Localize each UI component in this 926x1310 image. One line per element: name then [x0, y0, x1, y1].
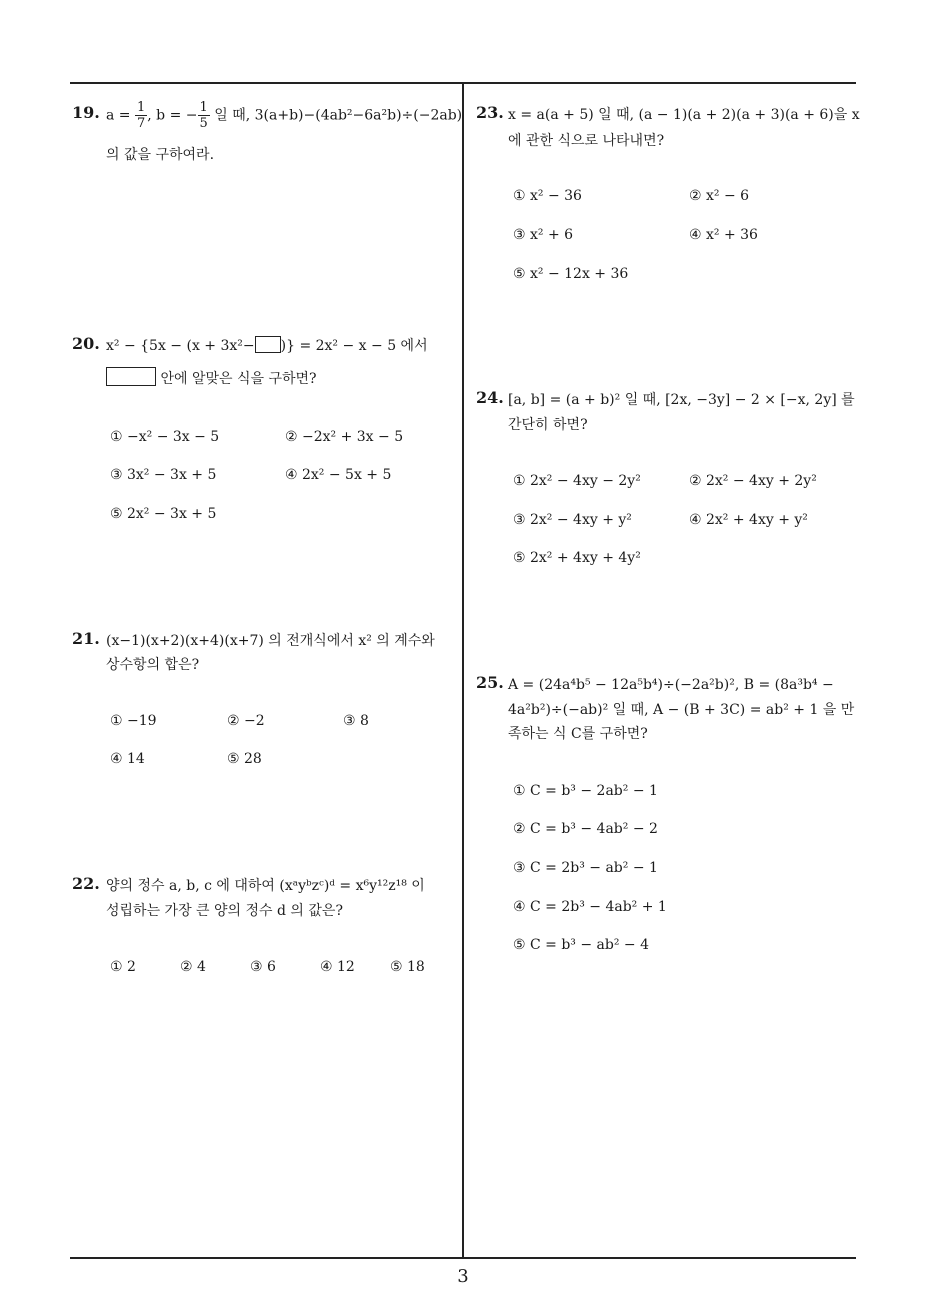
choice-1[interactable]: ① −x² − 3x − 5	[110, 429, 220, 445]
choice-1[interactable]: ① −19	[110, 713, 157, 729]
choice-3[interactable]: ③ C = 2b³ − ab² − 1	[513, 860, 658, 876]
page-number: 3	[457, 1266, 469, 1287]
choice-4[interactable]: ④ 2x² − 5x + 5	[285, 467, 392, 483]
question-text-line2: 에 관한 식으로 나타내면?	[508, 133, 665, 149]
choice-5[interactable]: ⑤ 2x² + 4xy + 4y²	[513, 550, 641, 566]
choice-4[interactable]: ④ 12	[320, 959, 355, 975]
question-number: 19.	[72, 103, 100, 122]
question-text-line1: 양의 정수 a, b, c 에 대하여 (xᵃyᵇzᶜ)ᵈ = x⁶y¹²z¹⁸ 이	[106, 878, 425, 894]
choice-3[interactable]: ③ 3x² − 3x + 5	[110, 467, 217, 483]
choice-5[interactable]: ⑤ x² − 12x + 36	[513, 266, 629, 282]
question-text-line1: A = (24a⁴b⁵ − 12a⁵b⁴)÷(−2a²b)², B = (8a³b⁴ −	[508, 677, 834, 693]
bottom-rule	[70, 1257, 856, 1259]
choice-1[interactable]: ① C = b³ − 2ab² − 1	[513, 783, 658, 799]
answer-blank-box	[255, 336, 281, 353]
question-text-line1: (x−1)(x+2)(x+4)(x+7) 의 전개식에서 x² 의 계수와	[106, 633, 435, 649]
question-text-line2: 성립하는 가장 큰 양의 정수 d 의 값은?	[106, 903, 343, 919]
choice-5[interactable]: ⑤ 28	[227, 751, 262, 767]
choice-4[interactable]: ④ 14	[110, 751, 145, 767]
choice-2[interactable]: ② C = b³ − 4ab² − 2	[513, 821, 658, 837]
question-text-line2: 의 값을 구하여라.	[106, 147, 215, 163]
choice-3[interactable]: ③ 6	[250, 959, 276, 975]
choice-5[interactable]: ⑤ 2x² − 3x + 5	[110, 506, 217, 522]
choice-1[interactable]: ① 2x² − 4xy − 2y²	[513, 473, 641, 489]
question-text-line2: 상수항의 합은?	[106, 657, 200, 673]
choice-5[interactable]: ⑤ 18	[390, 959, 425, 975]
answer-blank-box	[106, 367, 156, 386]
choice-1[interactable]: ① x² − 36	[513, 188, 582, 204]
question-number: 22.	[72, 874, 100, 893]
choice-3[interactable]: ③ x² + 6	[513, 227, 574, 243]
column-divider	[462, 82, 464, 1258]
fraction-b: $\frac{1}{5}$	[199, 100, 208, 131]
choice-2[interactable]: ② 4	[180, 959, 206, 975]
choice-4[interactable]: ④ x² + 36	[689, 227, 758, 243]
question-text-line1: [a, b] = (a + b)² 일 때, [2x, −3y] − 2 × [−x, 2y] 를	[508, 392, 855, 408]
choice-2[interactable]: ② 2x² − 4xy + 2y²	[689, 473, 817, 489]
question-number: 24.	[476, 388, 504, 407]
fraction-a: $\frac{1}{7}$	[136, 100, 146, 131]
question-text-line3: 족하는 식 C를 구하면?	[508, 726, 648, 742]
choice-5[interactable]: ⑤ C = b³ − ab² − 4	[513, 937, 650, 953]
question-number: 25.	[476, 673, 504, 692]
question-text-line1: x² − {5x − (x + 3x²− )} = 2x² − x − 5 에서	[106, 338, 428, 354]
question-text-line2: 간단히 하면?	[508, 417, 588, 433]
choice-2[interactable]: ② −2x² + 3x − 5	[285, 429, 404, 445]
question-number: 20.	[72, 334, 100, 353]
choice-1[interactable]: ① 2	[110, 959, 136, 975]
question-number: 23.	[476, 103, 504, 122]
choice-4[interactable]: ④ 2x² + 4xy + y²	[689, 512, 808, 528]
question-number: 21.	[72, 629, 100, 648]
question-text-line1: x = a(a + 5) 일 때, (a − 1)(a + 2)(a + 3)(a + 6)을 x	[508, 107, 860, 123]
question-text-line1: a = $\frac{1}{7}$ , b = − $\frac{1}{5}$ 일 때, 3(a+b)−(4ab²−6a²b)÷(−2ab)	[106, 100, 463, 131]
choice-3[interactable]: ③ 8	[343, 713, 369, 729]
question-text-line2: 4a²b²)÷(−ab)² 일 때, A − (B + 3C) = ab² + 1 을 만	[508, 702, 855, 718]
choice-2[interactable]: ② x² − 6	[689, 188, 750, 204]
question-text-line2: 안에 알맞은 식을 구하면?	[106, 367, 317, 390]
choice-3[interactable]: ③ 2x² − 4xy + y²	[513, 512, 632, 528]
choice-4[interactable]: ④ C = 2b³ − 4ab² + 1	[513, 899, 667, 915]
choice-2[interactable]: ② −2	[227, 713, 265, 729]
